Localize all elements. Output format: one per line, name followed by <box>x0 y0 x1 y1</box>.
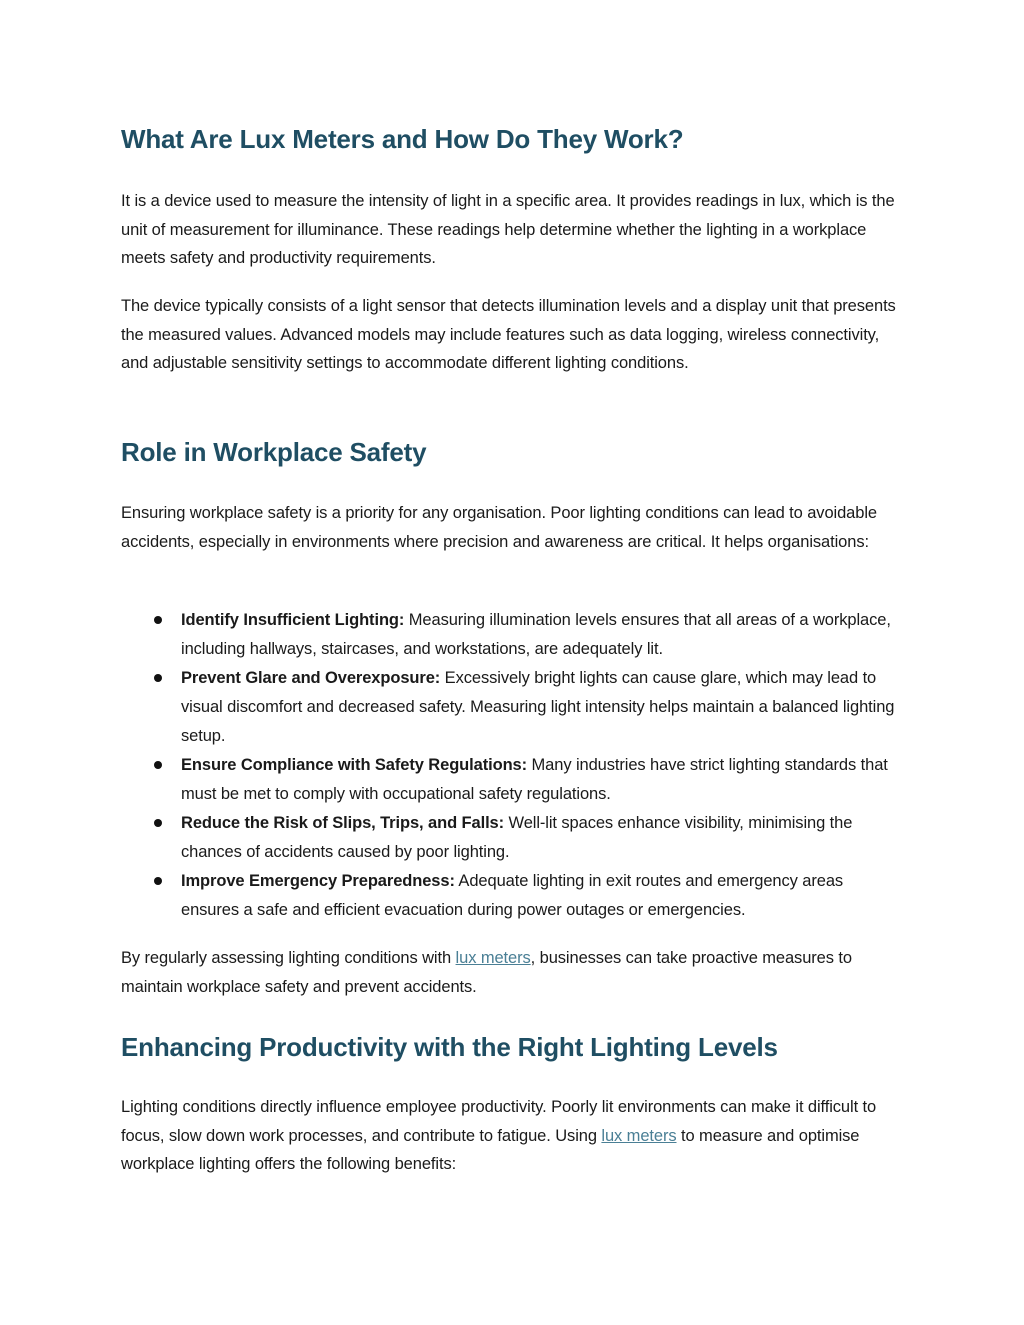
paragraph-safety-intro: Ensuring workplace safety is a priority for any organisation. Poor lighting conditions can lead to avoidable accidents, especially in environments where precision and awareness are critical. It helps organisations: <box>121 504 877 551</box>
lux-meters-link-2[interactable]: lux meters <box>601 1126 677 1145</box>
paragraph-productivity <box>121 1093 899 1179</box>
closing-text-after: , businesses can take proactive measures to maintain workplace safety and prevent accidents. <box>121 949 852 996</box>
list-item-title: Identify Insufficient Lighting: <box>181 611 405 629</box>
paragraph-safety-closing <box>121 944 899 1001</box>
list-item <box>121 606 899 664</box>
bullet-icon <box>154 819 162 827</box>
list-item-title: Prevent Glare and Overexposure: <box>181 669 441 687</box>
paragraph-device-components: The device typically consists of a light sensor that detects illumination levels and a display unit that presents the measured values. Advanced models may include features such as data logging, wireless connectivity, and adjustable sensitivity settings to accommodate different lighting conditions. <box>121 297 896 372</box>
list-item-text: Well-lit spaces enhance visibility, minimising the chances of accidents caused by poor lighting. <box>181 814 853 861</box>
closing-text-before: By regularly assessing lighting conditions with <box>121 949 456 967</box>
list-item <box>121 809 899 867</box>
productivity-text-after: to measure and optimise workplace lighting offers the following benefits: <box>121 1126 860 1173</box>
productivity-text-before: Lighting conditions directly influence employee productivity. Poorly lit environments can make it difficult to focus, slow down work processes, and contribute to fatigue. Using <box>121 1098 877 1145</box>
heading-role-in-workplace-safety: Role in Workplace Safety <box>121 437 427 467</box>
list-item <box>121 751 899 809</box>
list-item-title: Ensure Compliance with Safety Regulations: <box>181 756 528 774</box>
list-item-text: Many industries have strict lighting standards that must be met to comply with occupational safety regulations. <box>181 756 888 803</box>
paragraph-device-description: It is a device used to measure the intensity of light in a specific area. It provides readings in lux, which is the unit of measurement for illuminance. These readings help determine whether the lighting in a workplace meets safety and productivity requirements. <box>121 192 895 267</box>
list-item-text: Measuring illumination levels ensures that all areas of a workplace, including hallways, staircases, and workstations, are adequately lit. <box>181 611 891 658</box>
list-item-text: Adequate lighting in exit routes and emergency areas ensures a safe and efficient evacuation during power outages or emergencies. <box>181 872 844 919</box>
bullet-icon <box>154 616 162 624</box>
list-item-text: Excessively bright lights can cause glare, which may lead to visual discomfort and decreased safety. Measuring light intensity helps maintain a balanced lighting setup. <box>181 669 895 745</box>
bullet-icon <box>154 674 162 682</box>
bullet-icon <box>154 877 162 885</box>
bullet-icon <box>154 761 162 769</box>
list-item-title: Reduce the Risk of Slips, Trips, and Falls: <box>181 814 505 832</box>
heading-enhancing-productivity: Enhancing Productivity with the Right Lighting Levels <box>121 1032 778 1062</box>
list-item-title: Improve Emergency Preparedness: <box>181 872 455 890</box>
heading-what-are-lux-meters: What Are Lux Meters and How Do They Work? <box>121 124 684 154</box>
lux-meters-link[interactable]: lux meters <box>455 949 531 967</box>
list-item <box>121 867 899 925</box>
safety-benefits-list <box>121 606 899 925</box>
list-item <box>121 664 899 751</box>
